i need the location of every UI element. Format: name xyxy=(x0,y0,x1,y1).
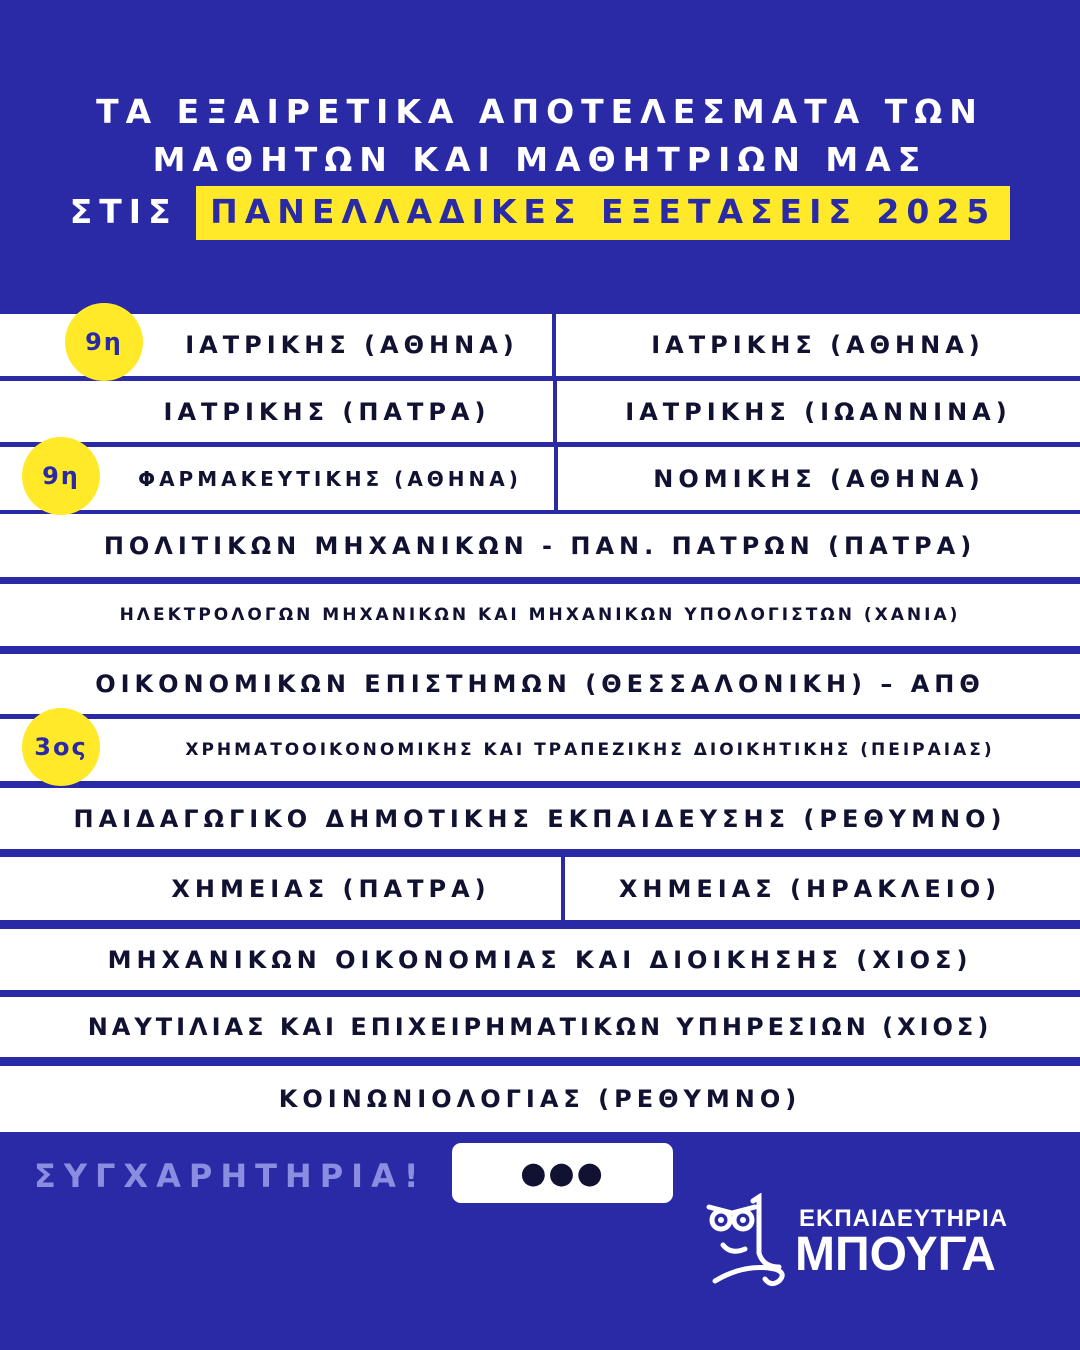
result-row-9 xyxy=(0,857,1080,920)
result-row-3-left: ΦΑΡΜΑΚΕΥΤΙΚΗΣ (ΑΘΗΝΑ) xyxy=(138,466,522,491)
result-row-7 xyxy=(0,719,1080,781)
result-row-6-text: ΟΙΚΟΝΟΜΙΚΩΝ ΕΠΙΣΤΗΜΩΝ (ΘΕΣΣΑΛΟΝΙΚΗ) – ΑΠΘ xyxy=(95,670,985,698)
rank-badge-3: 3ος xyxy=(22,708,100,786)
result-row-1-right: ΙΑΤΡΙΚΗΣ (ΑΘΗΝΑ) xyxy=(651,331,985,359)
header-line-3 xyxy=(0,186,1080,240)
result-row-3-right: ΝΟΜΙΚΗΣ (ΑΘΗΝΑ) xyxy=(653,464,985,493)
result-row-2 xyxy=(0,381,1080,442)
logo-line-2: ΜΠΟΥΓΑ xyxy=(795,1228,996,1281)
result-row-8-text: ΠΑΙΔΑΓΩΓΙΚΟ ΔΗΜΟΤΙΚΗΣ ΕΚΠΑΙΔΕΥΣΗΣ (ΡΕΘΥΜΝΟ) xyxy=(73,804,1007,833)
header-line-3-prefix: ΣΤΙΣ xyxy=(69,192,178,231)
result-row-12-text: ΚΟΙΝΩΝΙΟΛΟΓΙΑΣ (ΡΕΘΥΜΝΟ) xyxy=(278,1085,802,1113)
result-row-2-right: ΙΑΤΡΙΚΗΣ (ΙΩΑΝΝΙΝΑ) xyxy=(625,397,1012,426)
result-row-11 xyxy=(0,997,1080,1057)
result-row-10-text: ΜΗΧΑΝΙΚΩΝ ΟΙΚΟΝΟΜΙΑΣ ΚΑΙ ΔΙΟΙΚΗΣΗΣ (ΧΙΟΣ) xyxy=(107,945,973,974)
result-row-7-text: ΧΡΗΜΑΤΟΟΙΚΟΝΟΜΙΚΗΣ ΚΑΙ ΤΡΑΠΕΖΙΚΗΣ ΔΙΟΙΚΗΤΙΚΗΣ (ΠΕΙΡΑΙΑΣ) xyxy=(185,740,995,760)
rank-badge-1: 9η xyxy=(65,303,143,381)
result-row-8 xyxy=(0,788,1080,849)
result-row-3 xyxy=(0,447,1080,510)
result-row-5 xyxy=(0,584,1080,646)
result-row-9-left: ΧΗΜΕΙΑΣ (ΠΑΤΡΑ) xyxy=(171,874,491,903)
result-row-9-right: ΧΗΜΕΙΑΣ (ΗΡΑΚΛΕΙΟ) xyxy=(618,874,1002,903)
rank-badge-2: 9η xyxy=(22,437,100,515)
result-row-10 xyxy=(0,929,1080,990)
header-highlight: ΠΑΝΕΛΛΑΔΙΚΕΣ ΕΞΕΤΑΣΕΙΣ 2025 xyxy=(196,186,1010,240)
more-button[interactable]: ●●● xyxy=(452,1143,673,1203)
result-row-1-left: ΙΑΤΡΙΚΗΣ (ΑΘΗΝΑ) xyxy=(185,331,519,359)
congratulations-text: ΣΥΓΧΑΡΗΤΗΡΙΑ! xyxy=(34,1157,427,1195)
result-row-1 xyxy=(0,314,1080,376)
header-line-1: ΤΑ ΕΞΑΙΡΕΤΙΚΑ ΑΠΟΤΕΛΕΣΜΑΤΑ ΤΩΝ xyxy=(96,92,984,131)
result-row-5-text: ΗΛΕΚΤΡΟΛΟΓΩΝ ΜΗΧΑΝΙΚΩΝ ΚΑΙ ΜΗΧΑΝΙΚΩΝ ΥΠΟΛΟΓΙΣΤΩΝ (ΧΑΝΙΑ) xyxy=(119,605,961,625)
result-row-11-text: ΝΑΥΤΙΛΙΑΣ ΚΑΙ ΕΠΙΧΕΙΡΗΜΑΤΙΚΩΝ ΥΠΗΡΕΣΙΩΝ (ΧΙΟΣ) xyxy=(87,1013,993,1041)
header-line-2: ΜΑΘΗΤΩΝ ΚΑΙ ΜΑΘΗΤΡΙΩΝ ΜΑΣ xyxy=(152,140,928,179)
result-row-4 xyxy=(0,514,1080,577)
header xyxy=(0,88,1080,240)
brand-logo xyxy=(705,1193,1035,1293)
result-row-12 xyxy=(0,1066,1080,1132)
result-row-4-text: ΠΟΛΙΤΙΚΩΝ ΜΗΧΑΝΙΚΩΝ - ΠΑΝ. ΠΑΤΡΩΝ (ΠΑΤΡΑ) xyxy=(103,531,977,560)
result-row-2-left: ΙΑΤΡΙΚΗΣ (ΠΑΤΡΑ) xyxy=(163,397,491,426)
owl-logo-icon xyxy=(705,1193,795,1288)
logo-line-1: ΕΚΠΑΙΔΕΥΤΗΡΙΑ xyxy=(799,1205,1008,1232)
result-row-6 xyxy=(0,654,1080,714)
